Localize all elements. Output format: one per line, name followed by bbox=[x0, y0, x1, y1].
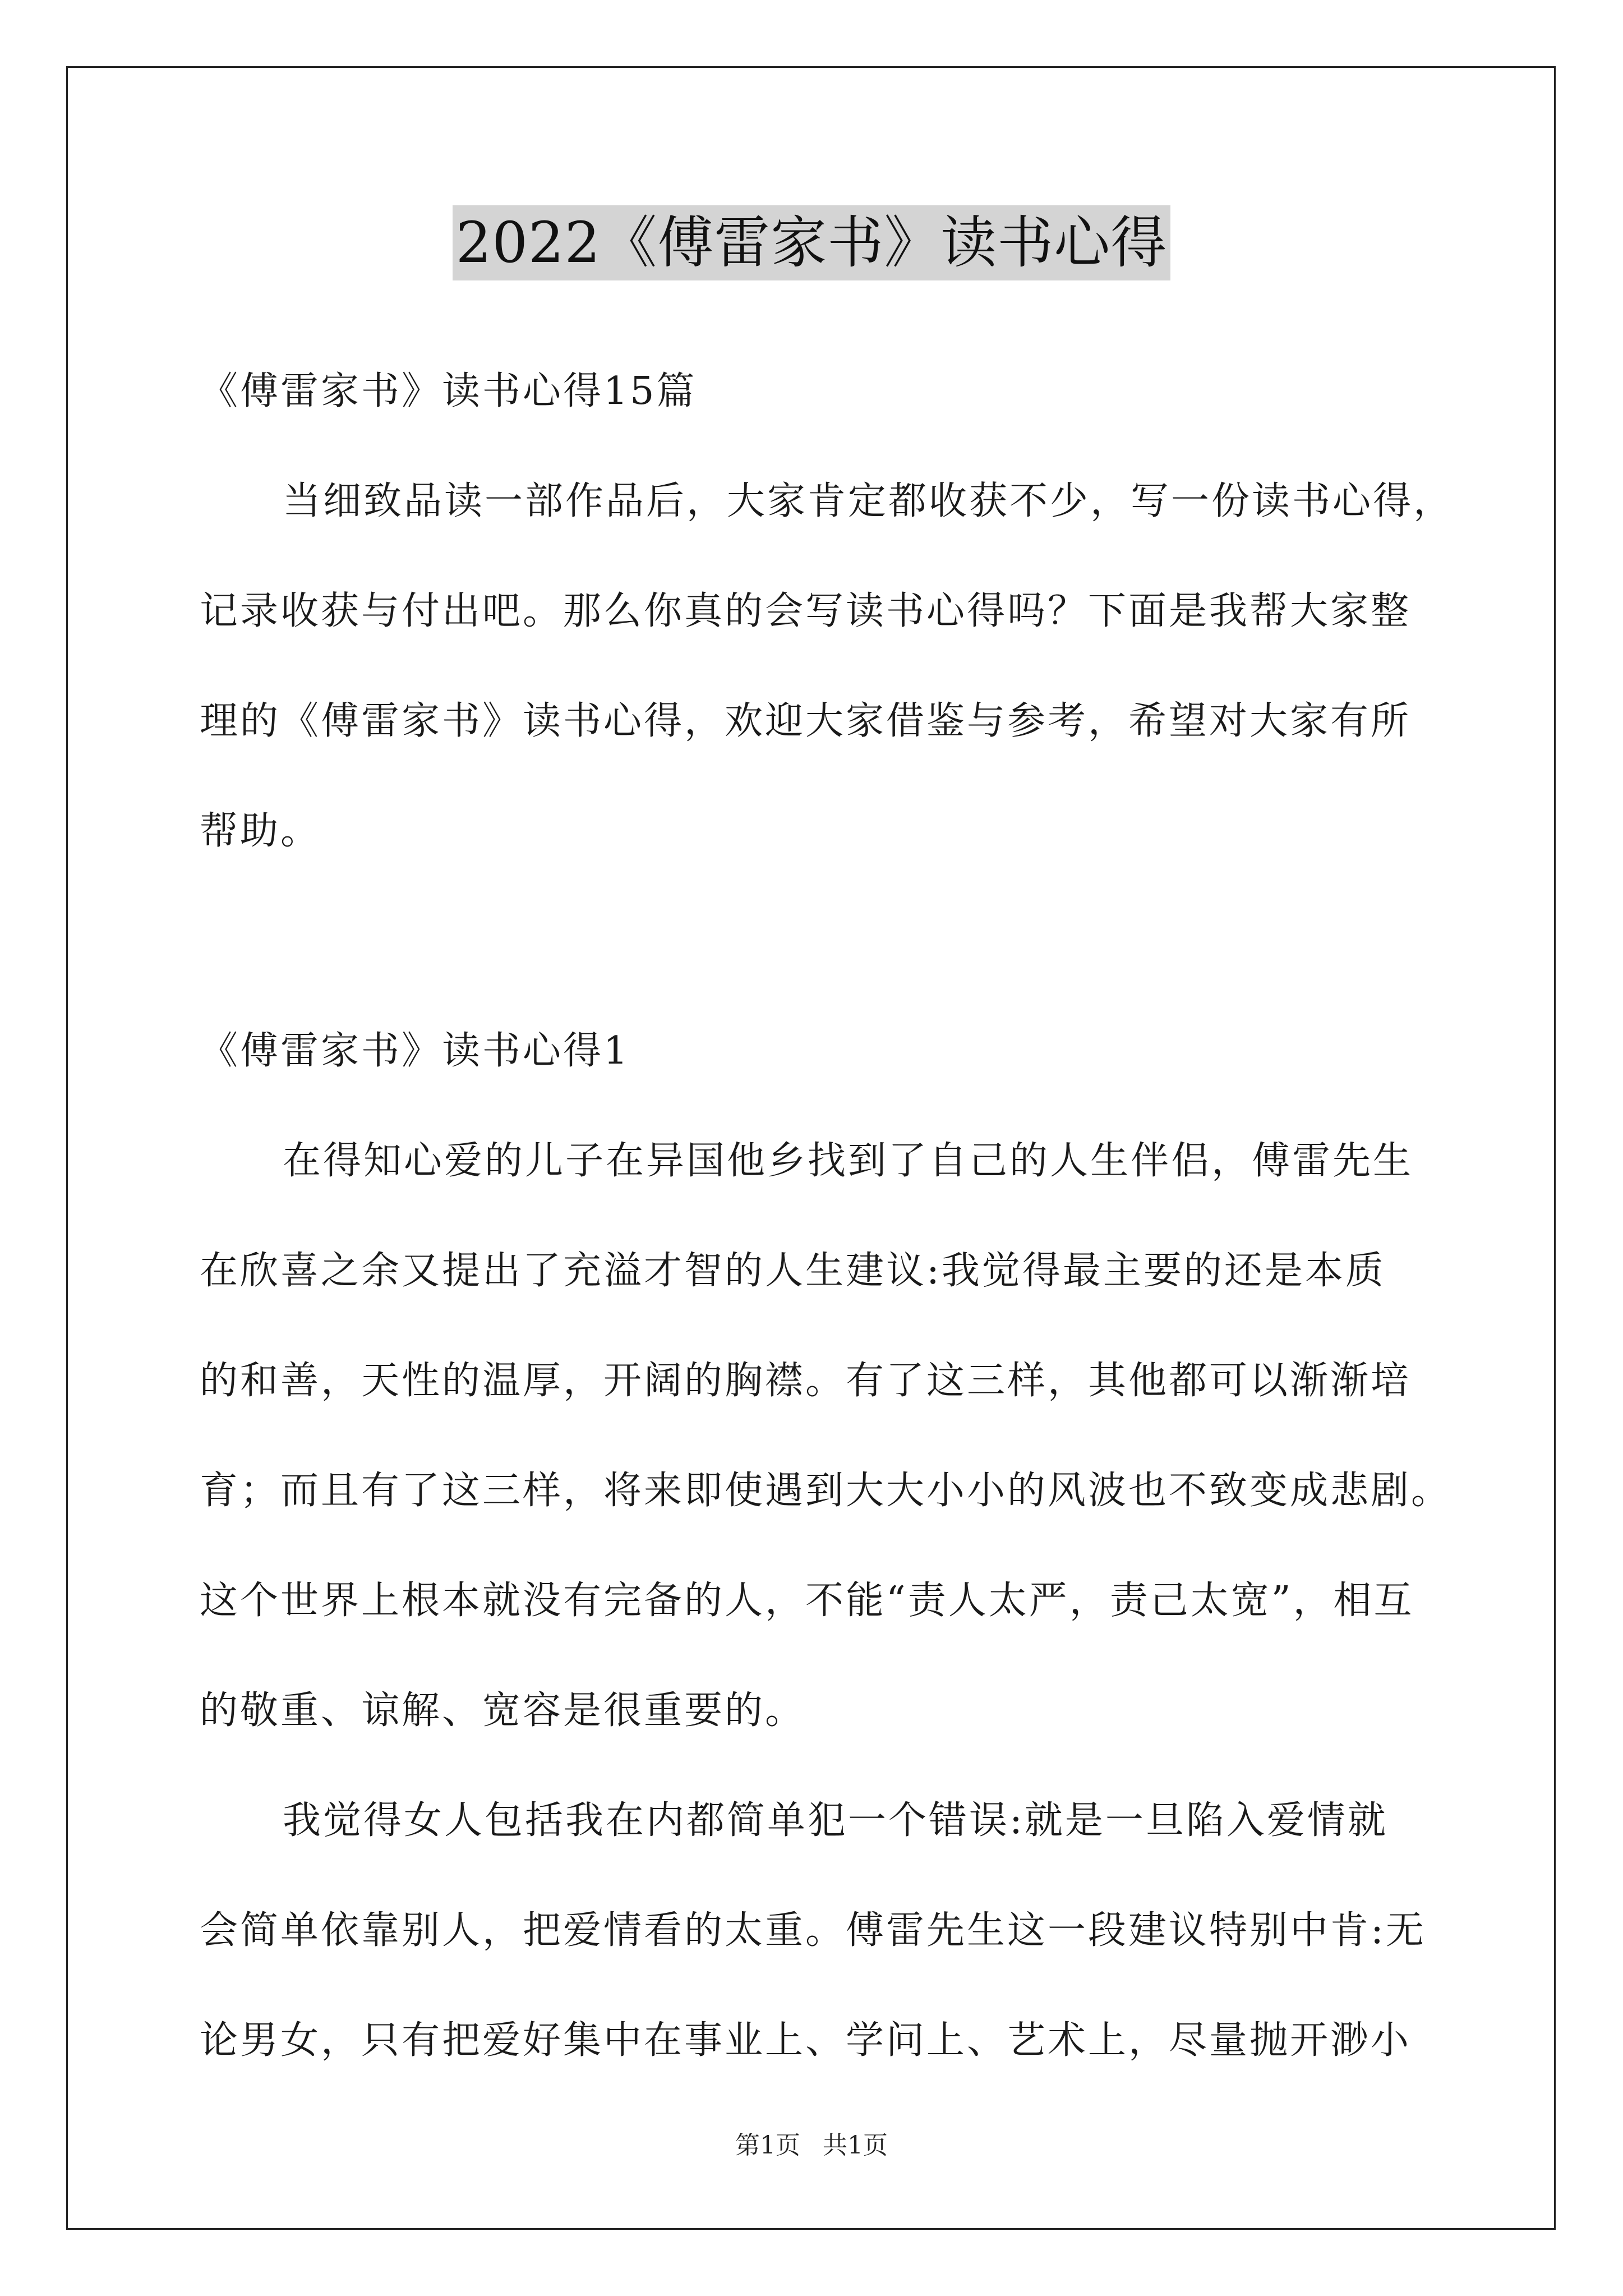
intro-line: 记录收获与付出吧。那么你真的会写读书心得吗？下面是我帮大家整 bbox=[200, 589, 1412, 633]
section-heading: 《傅雷家书》读书心得1 bbox=[200, 1029, 630, 1073]
paragraph-line: 在欣喜之余又提出了充溢才智的人生建议:我觉得最主要的还是本质 bbox=[200, 1249, 1386, 1293]
document-subtitle: 《傅雷家书》读书心得15篇 bbox=[200, 369, 697, 413]
paragraph-line: 这个世界上根本就没有完备的人，不能“责人太严，责己太宽”，相互 bbox=[200, 1579, 1414, 1623]
paragraph-line: 我觉得女人包括我在内都简单犯一个错误:就是一旦陷入爱情就 bbox=[283, 1798, 1388, 1843]
title-container bbox=[0, 205, 1623, 280]
paragraph-line: 在得知心爱的儿子在异国他乡找到了自己的人生伴侣，傅雷先生 bbox=[283, 1139, 1414, 1183]
intro-line: 当细致品读一部作品后，大家肯定都收获不少，写一份读书心得， bbox=[283, 479, 1454, 523]
intro-line: 理的《傅雷家书》读书心得，欢迎大家借鉴与参考，希望对大家有所 bbox=[200, 699, 1412, 743]
page-footer bbox=[0, 2129, 1623, 2162]
intro-line: 帮助。 bbox=[200, 809, 321, 853]
paragraph-line: 的敬重、谅解、宽容是很重要的。 bbox=[200, 1688, 806, 1733]
document-title: 2022《傅雷家书》读书心得 bbox=[453, 205, 1171, 280]
paragraph-line: 会简单依靠别人，把爱情看的太重。傅雷先生这一段建议特别中肯:无 bbox=[200, 1908, 1426, 1953]
paragraph-line: 育；而且有了这三样，将来即使遇到大大小小的风波也不致变成悲剧。 bbox=[200, 1469, 1452, 1513]
blank-line bbox=[200, 886, 1433, 996]
document-body bbox=[200, 337, 1454, 2096]
paragraph-line: 的和善，天性的温厚，开阔的胸襟。有了这三样，其他都可以渐渐培 bbox=[200, 1359, 1412, 1403]
page-number: 第1页 bbox=[735, 2131, 800, 2160]
paragraph-line: 论男女，只有把爱好集中在事业上、学问上、艺术上，尽量抛开渺小 bbox=[200, 2018, 1412, 2063]
page-total: 共1页 bbox=[823, 2131, 888, 2160]
